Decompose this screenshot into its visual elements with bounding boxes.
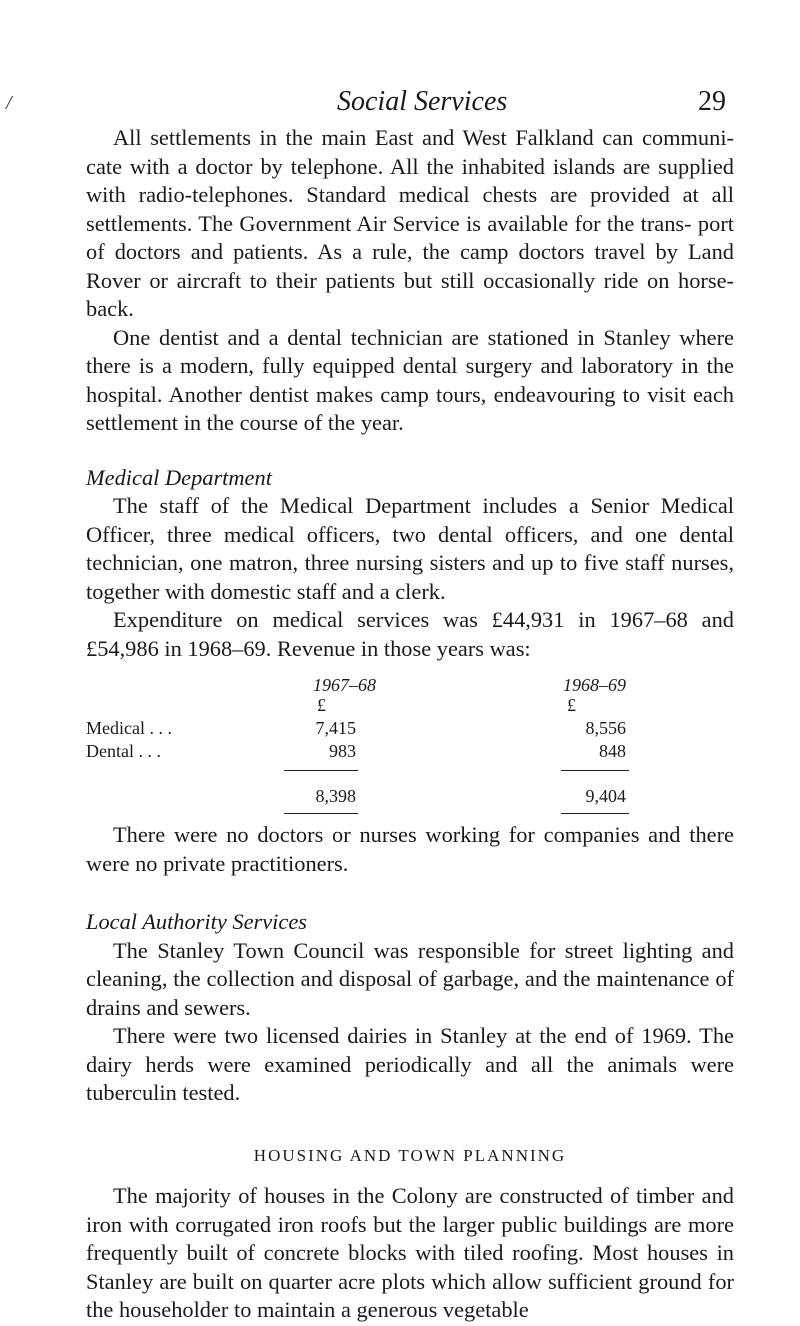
row-label-medical: Medical . . . [86, 718, 172, 738]
paragraph-medical-staff: The staff of the Medical Department includes a Senior Medical Officer, three medical officers, two dental officers, and one dental technician, one matron, three nursing sisters and up to five staff nurses, together with domestic staff and a clerk. [86, 493, 734, 604]
cell-dental-1967-68: 983 [329, 741, 356, 761]
revenue-table [86, 669, 734, 859]
heading-local-authority: Local Authority Services [86, 909, 307, 934]
row-label-dental: Dental . . . [86, 741, 161, 761]
heading-medical-department: Medical Department [86, 464, 272, 490]
unit-1968-69: £ [567, 695, 576, 715]
paragraph-town-council: The Stanley Town Council was responsible for street lighting and cleaning, the collection and disposal of garbage, and the maintenance of drains and sewers. [86, 937, 734, 1020]
total-1967-68: 8,398 [315, 786, 356, 806]
paragraph-private-practice: There were no doctors or nurses working for companies and there were no private practitioners. [86, 822, 734, 876]
rule-subtotal-1 [284, 770, 358, 771]
rule-total-2 [561, 813, 629, 814]
paragraph-communication: All settlements in the main East and West Falkland can communi- cate with a doctor by telephone. All the inhabited islands are supplied with radio-telephones. Standard medical chests are provided at all settlements. The Government Air Service is available for the trans- port of doctors and patients. As a rule, the camp doctors travel by Land Rover or aircraft to their patients but still occasionally ride on horse-back. [86, 125, 734, 321]
rule-total-1 [284, 813, 358, 814]
paragraph-dairies: There were two licensed dairies in Stanley at the end of 1969. The dairy herds were examined periodically and all the animals were tuberculin tested. [86, 1023, 734, 1105]
column-header-1968-69: 1968–69 [563, 675, 626, 695]
cell-medical-1967-68: 7,415 [315, 718, 356, 738]
unit-1967-68: £ [317, 695, 326, 715]
cell-dental-1968-69: 848 [599, 741, 626, 761]
heading-housing: HOUSING AND TOWN PLANNING [253, 1145, 567, 1165]
paragraph-dentists: One dentist and a dental technician are stationed in Stanley where there is a modern, fully equipped dental surgery and laboratory in the hospital. Another dentist makes camp tours, endeavouring to visit each settlement in the course of the year. [86, 324, 734, 435]
paragraph-housing: The majority of houses in the Colony are constructed of timber and iron with corrugated iron roofs but the larger public buildings are more frequently built of concrete blocks with tiled roofing. Most houses in Stanley are built on quarter acre plots which allow sufficient ground for the householder to maintain a generous vegetable [86, 1183, 734, 1322]
total-1968-69: 9,404 [585, 786, 626, 806]
paragraph-expenditure: Expenditure on medical services was £44,931 in 1967–68 and £54,986 in 1968–69. Revenue in those years was: [86, 607, 734, 661]
running-header [0, 86, 800, 118]
rule-subtotal-2 [561, 770, 629, 771]
stray-mark: / [6, 92, 12, 114]
body-text [86, 124, 734, 1325]
column-header-1967-68: 1967–68 [313, 675, 376, 695]
page-number: 29 [698, 86, 726, 117]
running-title: Social Services [337, 86, 508, 117]
cell-medical-1968-69: 8,556 [585, 718, 626, 738]
